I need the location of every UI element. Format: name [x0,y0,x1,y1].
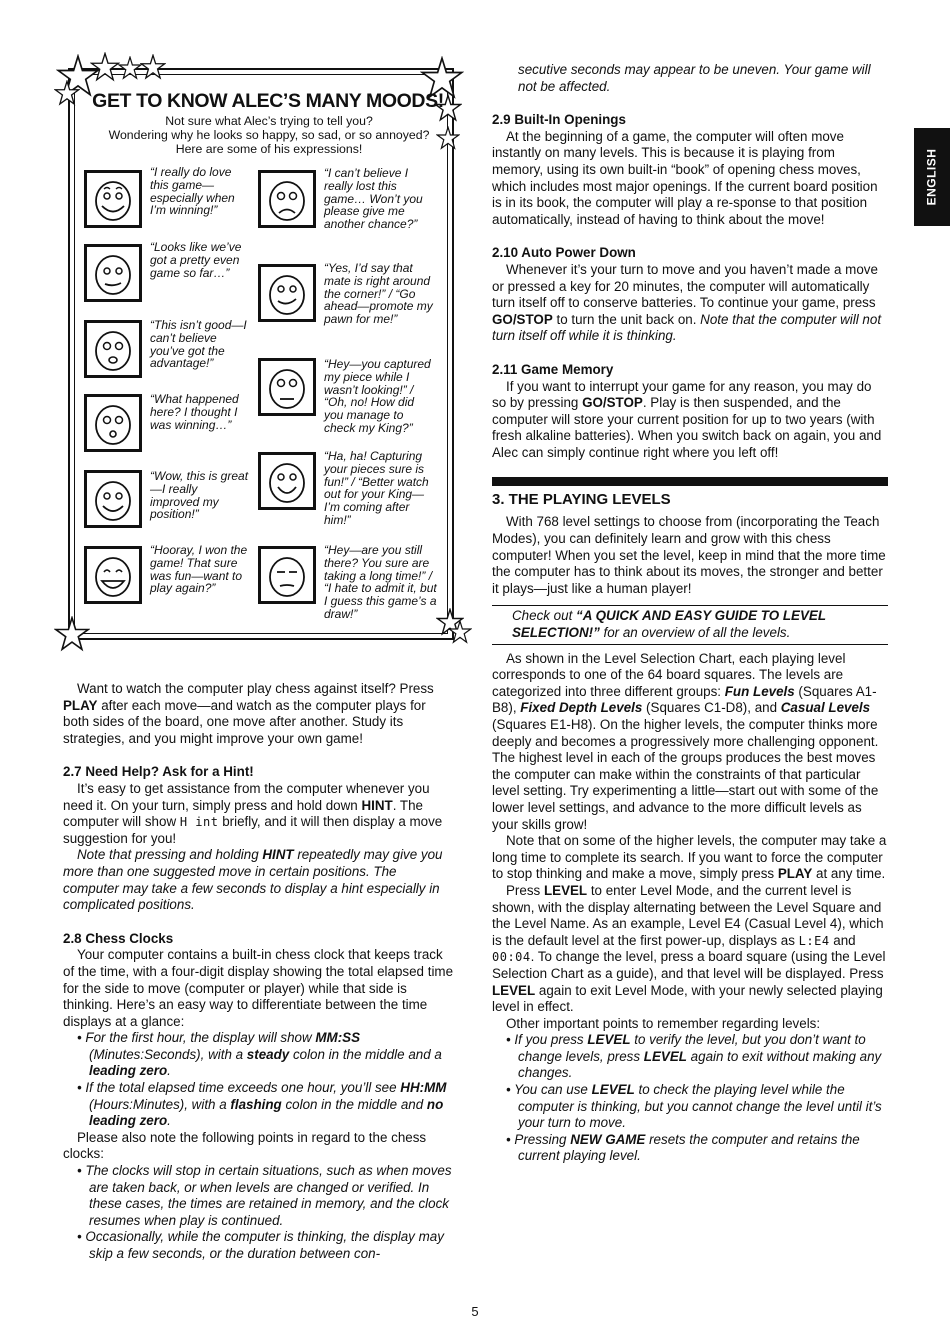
star-icon [54,616,90,652]
bullet-item: • For the first hour, the display will show MM:SS (Minutes:Seconds), with a steady colon in the middle and a leading zero. [77,1030,442,1079]
moods-subtitle [82,114,456,156]
mood-quote: “I can’t believe I really lost this game… Won’t you please give me another chance?” [324,166,423,232]
language-tab-label: ENGLISH [924,148,939,206]
alec-face-shocked-icon [258,358,316,416]
star-icon [118,56,142,80]
bullet-item: • If you press LEVEL to verify the level, but you don’t want to change levels, press LEVEL again to exit without making any changes. [506,1032,882,1081]
bullet-item: • Pressing NEW GAME resets the computer and retains the current playing level. [506,1131,860,1164]
section-heading: 2.10 Auto Power Down [492,245,636,261]
mood-quote: “Hey—you captured my piece while I wasn’t looking!” / “Oh, no! How did you manage to check my King?” [324,357,431,435]
paragraph: If you want to interrupt your game for any reason, you may do so by pressing GO/STOP. Play is then suspended, and the computer will store your current position for up to two years (with fresh alkaline batteries). When you switch back on again, you and Alec can simply continue right where you left off! [492,378,882,460]
paragraph: Your computer contains a built-in chess clock that keeps track of the time, with a four-digit display showing the total elapsed time for the side to move (computer or player) while that side is thinking. Here’s an easy way to differentiate between the time displays at a glance: [63,947,454,1029]
paragraph: Press LEVEL to enter Level Mode, and the current level is shown, with the display alternating between the Level Square and the Level Name. As an example, Level E4 (Casual Level 4), which is the default level at the first power-up, displays as L:E4 and 00:04. To change the level, press a board square (using the Level Selection Chart as a guide), and that level will be displayed. Press LEVEL again to exit Level Mode, with your newly selected playing level in effect. [492,882,886,1015]
paragraph: At the beginning of a game, the computer will often move instantly on many levels. This is because it is playing from memory, using its own built-in “book” of opening chess moves, which includes most major openings. If the current board position is in its book, the computer will play a re-sponse to that position automatically, instead of having to think about the move! [492,128,878,227]
section-heading: 2.7 Need Help? Ask for a Hint! [63,764,254,780]
moods-panel [60,60,462,648]
paragraph: With 768 level settings to choose from (incorporating the Teach Modes), you can definitely learn and grow with this chess computer! When you set the level, keep in mind that the more time the computer has to think about its moves, the stronger and better it plays—just like a human player! [492,514,886,596]
mood-quote: “Hey—are you still there? You sure are taking a long time!” / “I hate to admit it, but I guess this game’s a draw!” [324,543,437,621]
lcd-readout: H int [179,815,219,830]
mood-quote: “Wow, this is great—I really improved my position!” [150,469,249,522]
right-column [492,62,888,1165]
section-title: 3. THE PLAYING LEVELS [492,491,671,509]
alec-face-pleased-icon [84,470,142,528]
paragraph: Other important points to remember regarding levels: [506,1015,821,1031]
moods-subtitle-line: Here are some of his expressions! [175,142,363,156]
lcd-readout: 00:04 [492,950,531,965]
moods-subtitle-line: Not sure what Alec’s trying to tell you? [165,114,373,128]
bullet-item: • You can use LEVEL to check the playing level while the computer is thinking, but you cannot change the level until it’s your turn to move. [506,1082,882,1131]
moods-subtitle-line: Wondering why he looks so happy, so sad, or so annoyed? [108,128,430,142]
alec-face-surprised-icon [84,394,142,452]
section-divider-bar [492,477,888,486]
paragraph: It’s easy to get assistance from the computer whenever you need it. On your turn, simply press and hold down HINT. The computer will show H int briefly, and it will then display a move suggestion for you! [63,780,443,846]
mood-quote: “Yes, I’d say that mate is right around the corner!” / “Go ahead—promote my pawn for me!” [324,261,433,327]
alec-face-confident-icon [258,264,316,322]
paragraph: Note that on some of the higher levels, the computer may take a long time to complete its search. If you want to force the computer to stop thinking and make a move, simply press PLAY at any time. [492,833,887,882]
alec-face-bored-icon [258,546,316,604]
section-heading: 2.8 Chess Clocks [63,930,174,946]
mood-quote: “Looks like we’ve got a pretty even game so far…” [150,240,242,280]
note-paragraph: Note that pressing and holding HINT repeatedly may give you more than one suggested move in certain positions. The computer may take a few seconds to display a hint especially in complicated positions. [63,847,443,913]
bullet-item: • The clocks will stop in certain situations, such as when moves are taken back, or when levels are changed or verified. In these cases, the times are retained in memory, and the clock resumes when play is continued. [77,1163,452,1228]
alec-face-sad-icon [258,170,316,228]
paragraph: Whenever it’s your turn to move and you haven’t made a move or pressed a key for 20 minutes, the computer will automatically turn itself off to conserve batteries. To continue your game, press GO/STOP to turn the unit back on. Note that the computer will not turn itself off while it is thinking. [492,261,882,344]
star-icon [54,80,80,106]
paragraph: As shown in the Level Selection Chart, each playing level corresponds to one of the 64 board squares. The levels are categorized into three different groups: Fun Levels (Squares A1-B8), Fixed Depth Levels (Squares C1-D8), and Casual Levels (Squares E1-H8). On the higher levels, the computer thinks more deeply and becomes a progressively more challenging opponent. The highest level in each of the groups produces the best moves the computer can make within the constraints of that particular level setting. Try experimenting a little—start out with some of the lower level settings, and advance to the more difficult levels as your skills grow! [492,650,879,832]
mood-quote: “Hooray, I won the game! That sure was fun—want to play again?” [150,543,248,596]
page-number: 5 [471,1304,479,1319]
mood-quote: “What happened here? I thought I was winning…” [150,392,239,432]
section-heading: 2.9 Built-In Openings [492,112,626,128]
section-heading: 2.11 Game Memory [492,361,614,377]
star-icon [140,54,166,80]
alec-face-joyful-icon [84,546,142,604]
lcd-readout: L:E4 [798,933,830,948]
alec-face-neutral-icon [84,244,142,302]
language-tab [914,128,950,226]
left-column [63,681,455,1263]
alec-face-happy-icon [84,170,142,228]
star-icon [90,52,120,82]
bullet-item: • If the total elapsed time exceeds one hour, you’ll see HH:MM (Hours:Minutes), with a flashing colon in the middle and no leading zero. [77,1080,447,1129]
mood-quote: “Ha, ha! Capturing your pieces sure is fun!” / “Better watch out for your King—I’m coming after him!” [324,449,429,527]
moods-title: GET TO KNOW ALEC’S MANY MOODS! [92,90,444,112]
paragraph: Please also note the following points in regard to the chess clocks: [63,1129,427,1162]
bullet-item: • Occasionally, while the computer is thinking, the display may skip a few seconds, or the duration between con- [77,1229,444,1261]
mood-quote: “This isn’t good—I can’t believe you’ve got the advantage!” [150,318,247,371]
star-icon [448,620,472,644]
mood-quote: “I really do love this game—especially when I’m winning!” [150,165,235,218]
alec-face-worried-icon [84,320,142,378]
alec-face-laughing-icon [258,452,316,510]
intro-paragraph: Want to watch the computer play chess against itself? Press PLAY after each move—and watch as the computer plays for both sides of the board, one move after another. Study its strategies, and you might improve your own game! [63,681,434,746]
continued-bullet: secutive seconds may appear to be uneven. Your game will not be affected. [518,62,871,94]
callout-box: Check out “A QUICK AND EASY GUIDE TO LEVEL SELECTION!” for an overview of all the levels. [492,605,888,644]
